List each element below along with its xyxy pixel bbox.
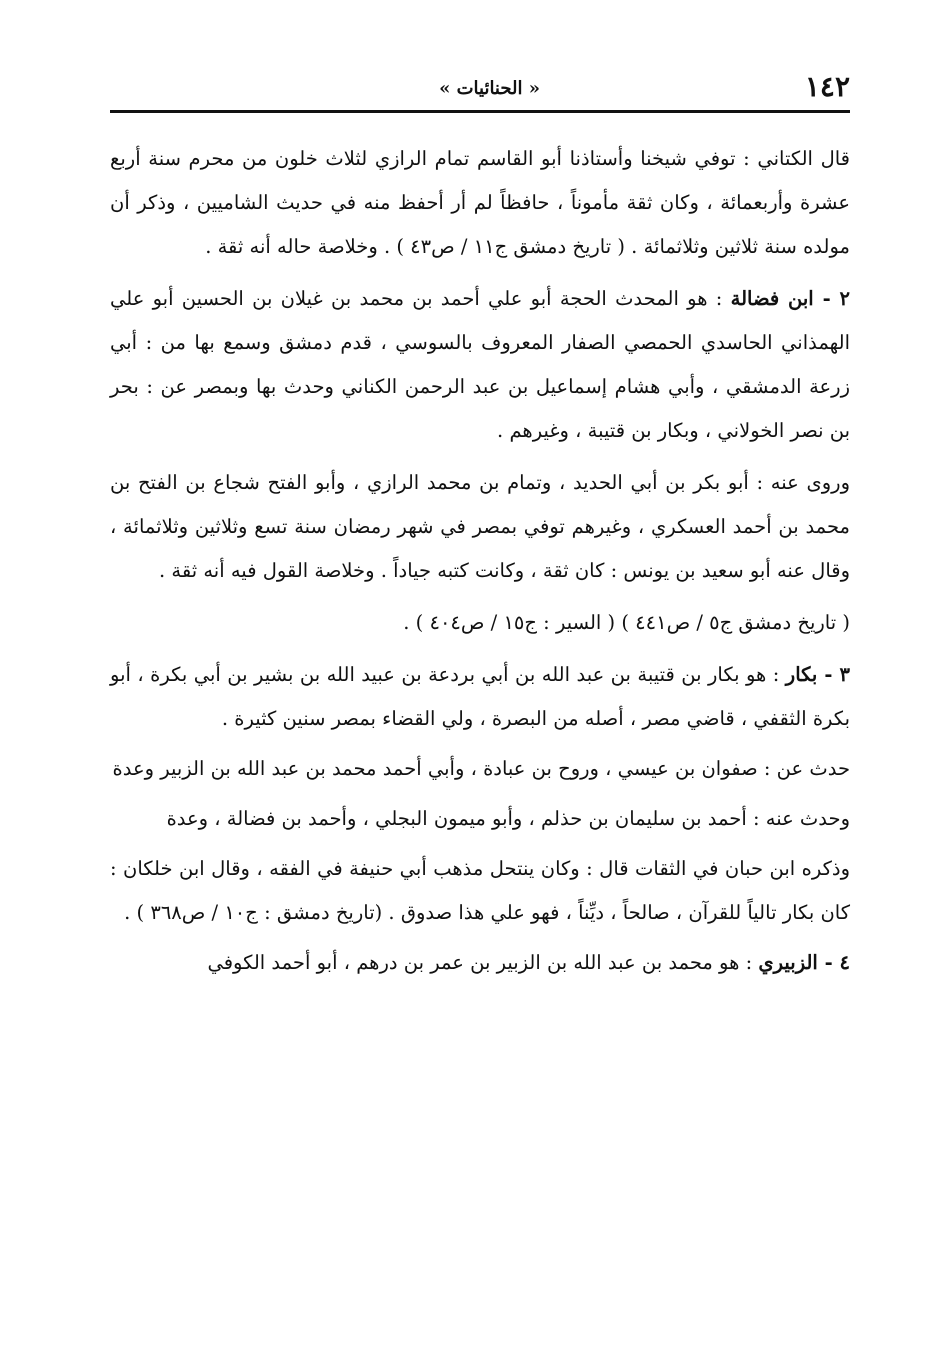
paragraph-ibn-hibban [110,847,850,935]
paragraph-kattani-note [110,137,850,269]
book-page [110,70,850,993]
entry-ibn-fadala [110,277,850,453]
page-number: ١٤٢ [804,70,850,103]
paragraph-text: قال الكتاني : توفي شيخنا وأستاذنا أبو القاسم تمام الرازي لثلاث خلون من محرم سنة أربع عشرة وأربعمائة ، وكان ثقة مأموناً ، حافظاً لم أر أحفظ منه في حديث الشاميين ، وذكر أن مولده سنة ثلاثين وثلاثمائة . ( تاريخ دمشق ج١١ / ص٤٣ ) . وخلاصة حاله أنه ثقة . [110,147,850,258]
page-header [110,70,850,108]
paragraph-text: وروى عنه : أبو بكر بن أبي الحديد ، وتمام بن محمد الرازي ، وأبو الفتح شجاع بن الفتح بن محمد بن أحمد العسكري ، وغيرهم توفي بمصر في شهر رمضان سنة تسع وثلاثين وثلاثمائة ، وقال عنه أبو سعيد بن يونس : كان ثقة ، وكانت كتبه جياداً . وخلاصة القول فيه أنه ثقة . [110,471,850,582]
paragraph-text: وذكره ابن حبان في الثقات قال : وكان ينتحل مذهب أبي حنيفة في الفقه ، وقال ابن خلكان : كان بكار تالياً للقرآن ، صالحاً ، ديِّناً ، فهو علي هذا صدوق . (تاريخ دمشق : ج١٠ / ص٣٦٨ ) . [110,857,850,924]
paragraph-narrated-by [110,797,850,841]
entry-heading: ٢ - ابن فضالة [730,287,850,310]
entry-heading: ٤ - الزبيري [758,951,850,974]
running-title: « الحنائيات » [439,78,540,99]
header-divider [110,110,850,113]
paragraph-text: وحدث عنه : أحمد بن سليمان بن حذلم ، وأبو ميمون البجلي ، وأحمد بن فضالة ، وعدة [166,807,850,830]
entry-bakkar [110,653,850,741]
paragraph-narrated-from [110,747,850,791]
paragraph-text: حدث عن : صفوان بن عيسي ، وروح بن عبادة ، وأبي أحمد محمد بن عبد الله بن الزبير وعدة [112,757,850,780]
entry-heading: ٣ - بكار [785,663,850,686]
paragraph-narrators [110,461,850,593]
paragraph-references [110,601,850,645]
paragraph-text: ( تاريخ دمشق ج٥ / ص٤٤١ ) ( السير : ج١٥ / ص٤٠٤ ) . [403,611,850,634]
paragraph-text: : هو بكار بن قتيبة بن عبد الله بن أبي بردعة بن عبيد الله بن بشير بن أبي بكرة ، أبو بكرة الثقفي ، قاضي مصر ، أصله من البصرة ، ولي القضاء بمصر سنين كثيرة . [110,663,850,730]
entry-zubayri [110,941,850,985]
paragraph-text: : هو المحدث الحجة أبو علي أحمد بن محمد بن غيلان بن الحسين أبو علي الهمذاني الحاسدي الحمصي الصفار المعروف بالسوسي ، قدم دمشق وسمع بها من : أبي زرعة الدمشقي ، وأبي هشام إسماعيل بن عبد الرحمن الكناني وحدث بها وبمصر عن : بحر بن نصر الخولاني ، وبكار بن قتيبة ، وغيرهم . [110,287,850,442]
paragraph-text: : هو محمد بن عبد الله بن الزبير بن عمر بن درهم ، أبو أحمد الكوفي [207,951,759,974]
